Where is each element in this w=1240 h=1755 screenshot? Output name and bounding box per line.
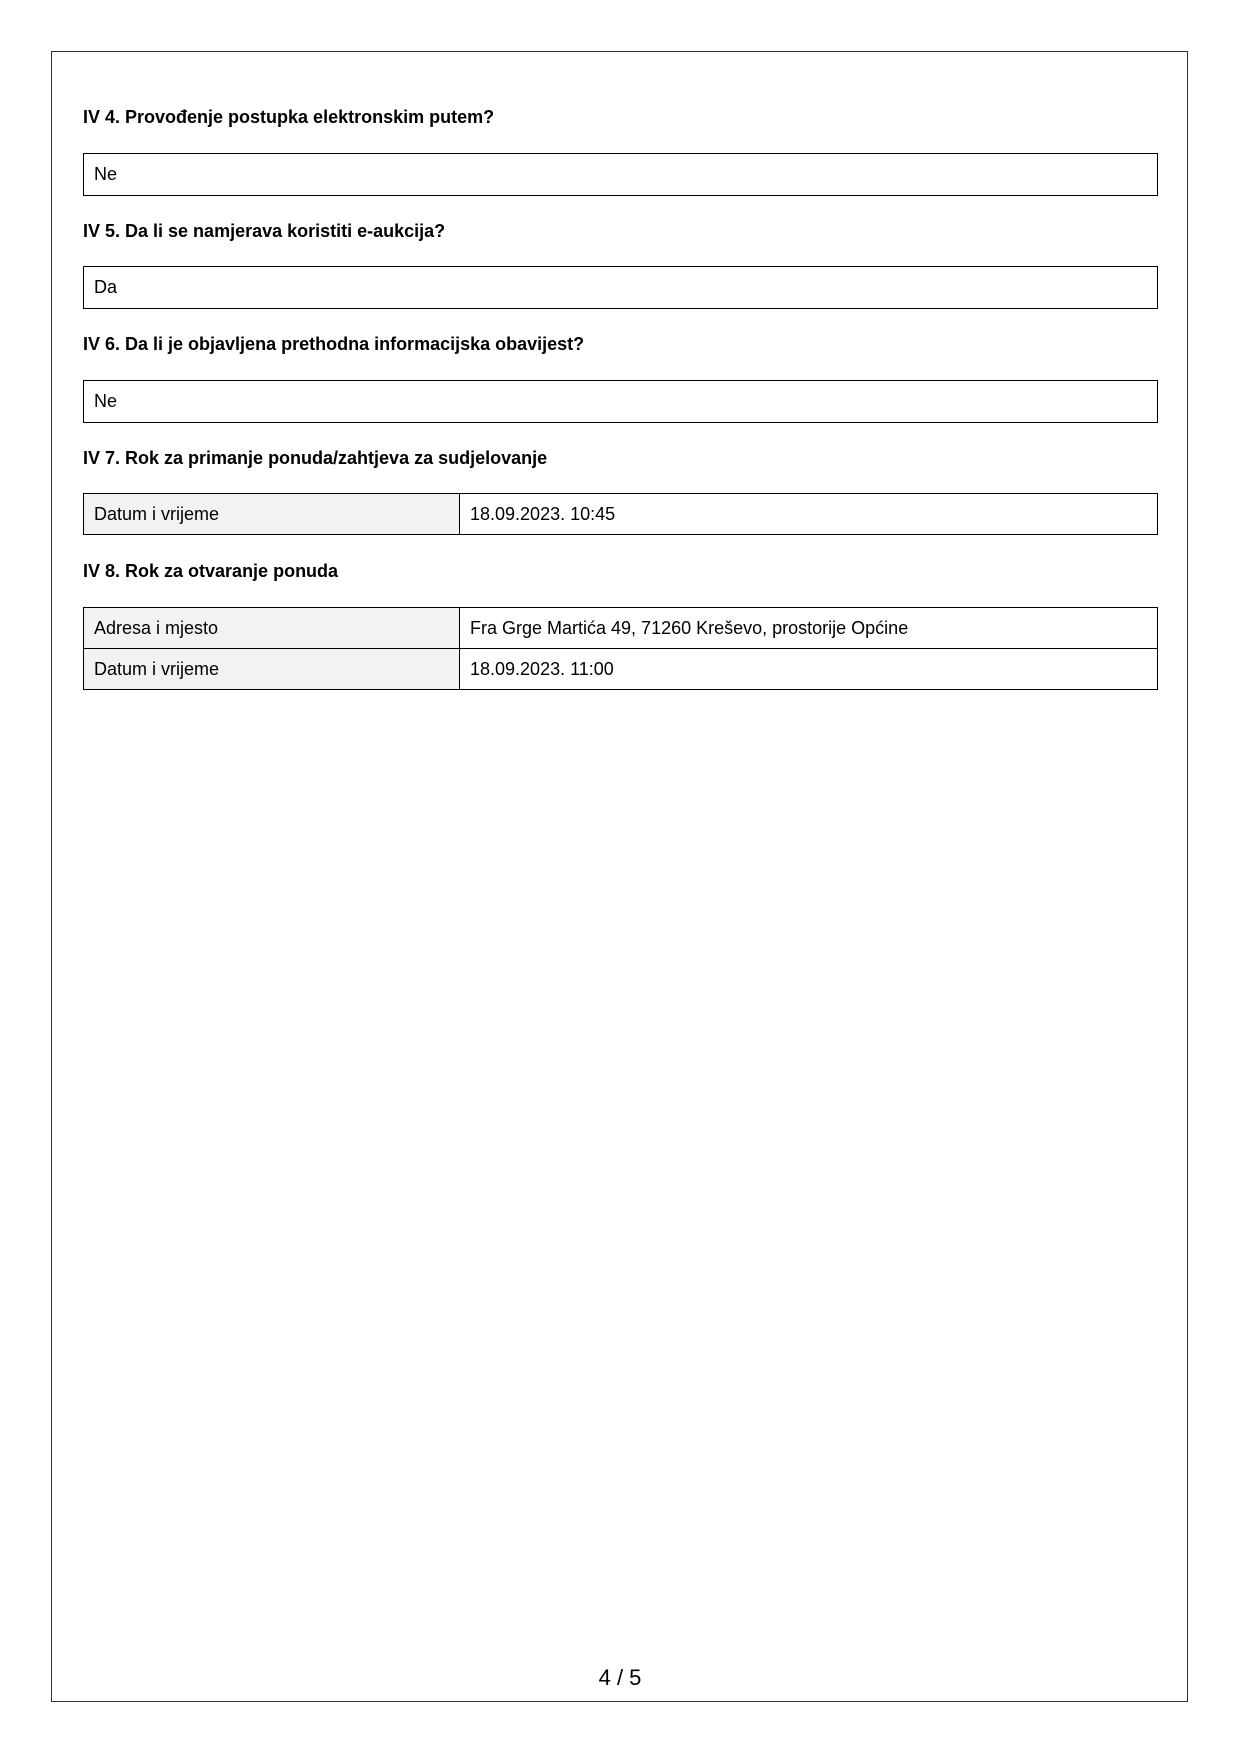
answer-box-iv6: Ne [83, 380, 1158, 423]
table-row [84, 649, 1158, 690]
row-label: Datum i vrijeme [84, 649, 460, 690]
row-label: Adresa i mjesto [84, 608, 460, 649]
table-row [84, 494, 1158, 535]
row-value: 18.09.2023. 10:45 [460, 494, 1158, 535]
row-value: 18.09.2023. 11:00 [460, 649, 1158, 690]
section-heading-iv4: IV 4. Provođenje postupka elektronskim putem? [83, 107, 495, 127]
answer-box-iv5: Da [83, 266, 1158, 309]
section-heading-iv7: IV 7. Rok za primanje ponuda/zahtjeva za sudjelovanje [83, 448, 548, 468]
table-row [84, 608, 1158, 649]
answer-box-iv4: Ne [83, 153, 1158, 196]
row-label: Datum i vrijeme [84, 494, 460, 535]
section-heading-iv6: IV 6. Da li je objavljena prethodna informacijska obavijest? [83, 334, 585, 354]
page-number: 4 / 5 [598, 1665, 642, 1690]
section-heading-iv8: IV 8. Rok za otvaranje ponuda [83, 561, 339, 581]
section-heading-iv5: IV 5. Da li se namjerava koristiti e-aukcija? [83, 221, 446, 241]
row-value: Fra Grge Martića 49, 71260 Kreševo, prostorije Općine [460, 608, 1158, 649]
opening-deadline-table [83, 607, 1158, 690]
deadline-receipt-table [83, 493, 1158, 535]
